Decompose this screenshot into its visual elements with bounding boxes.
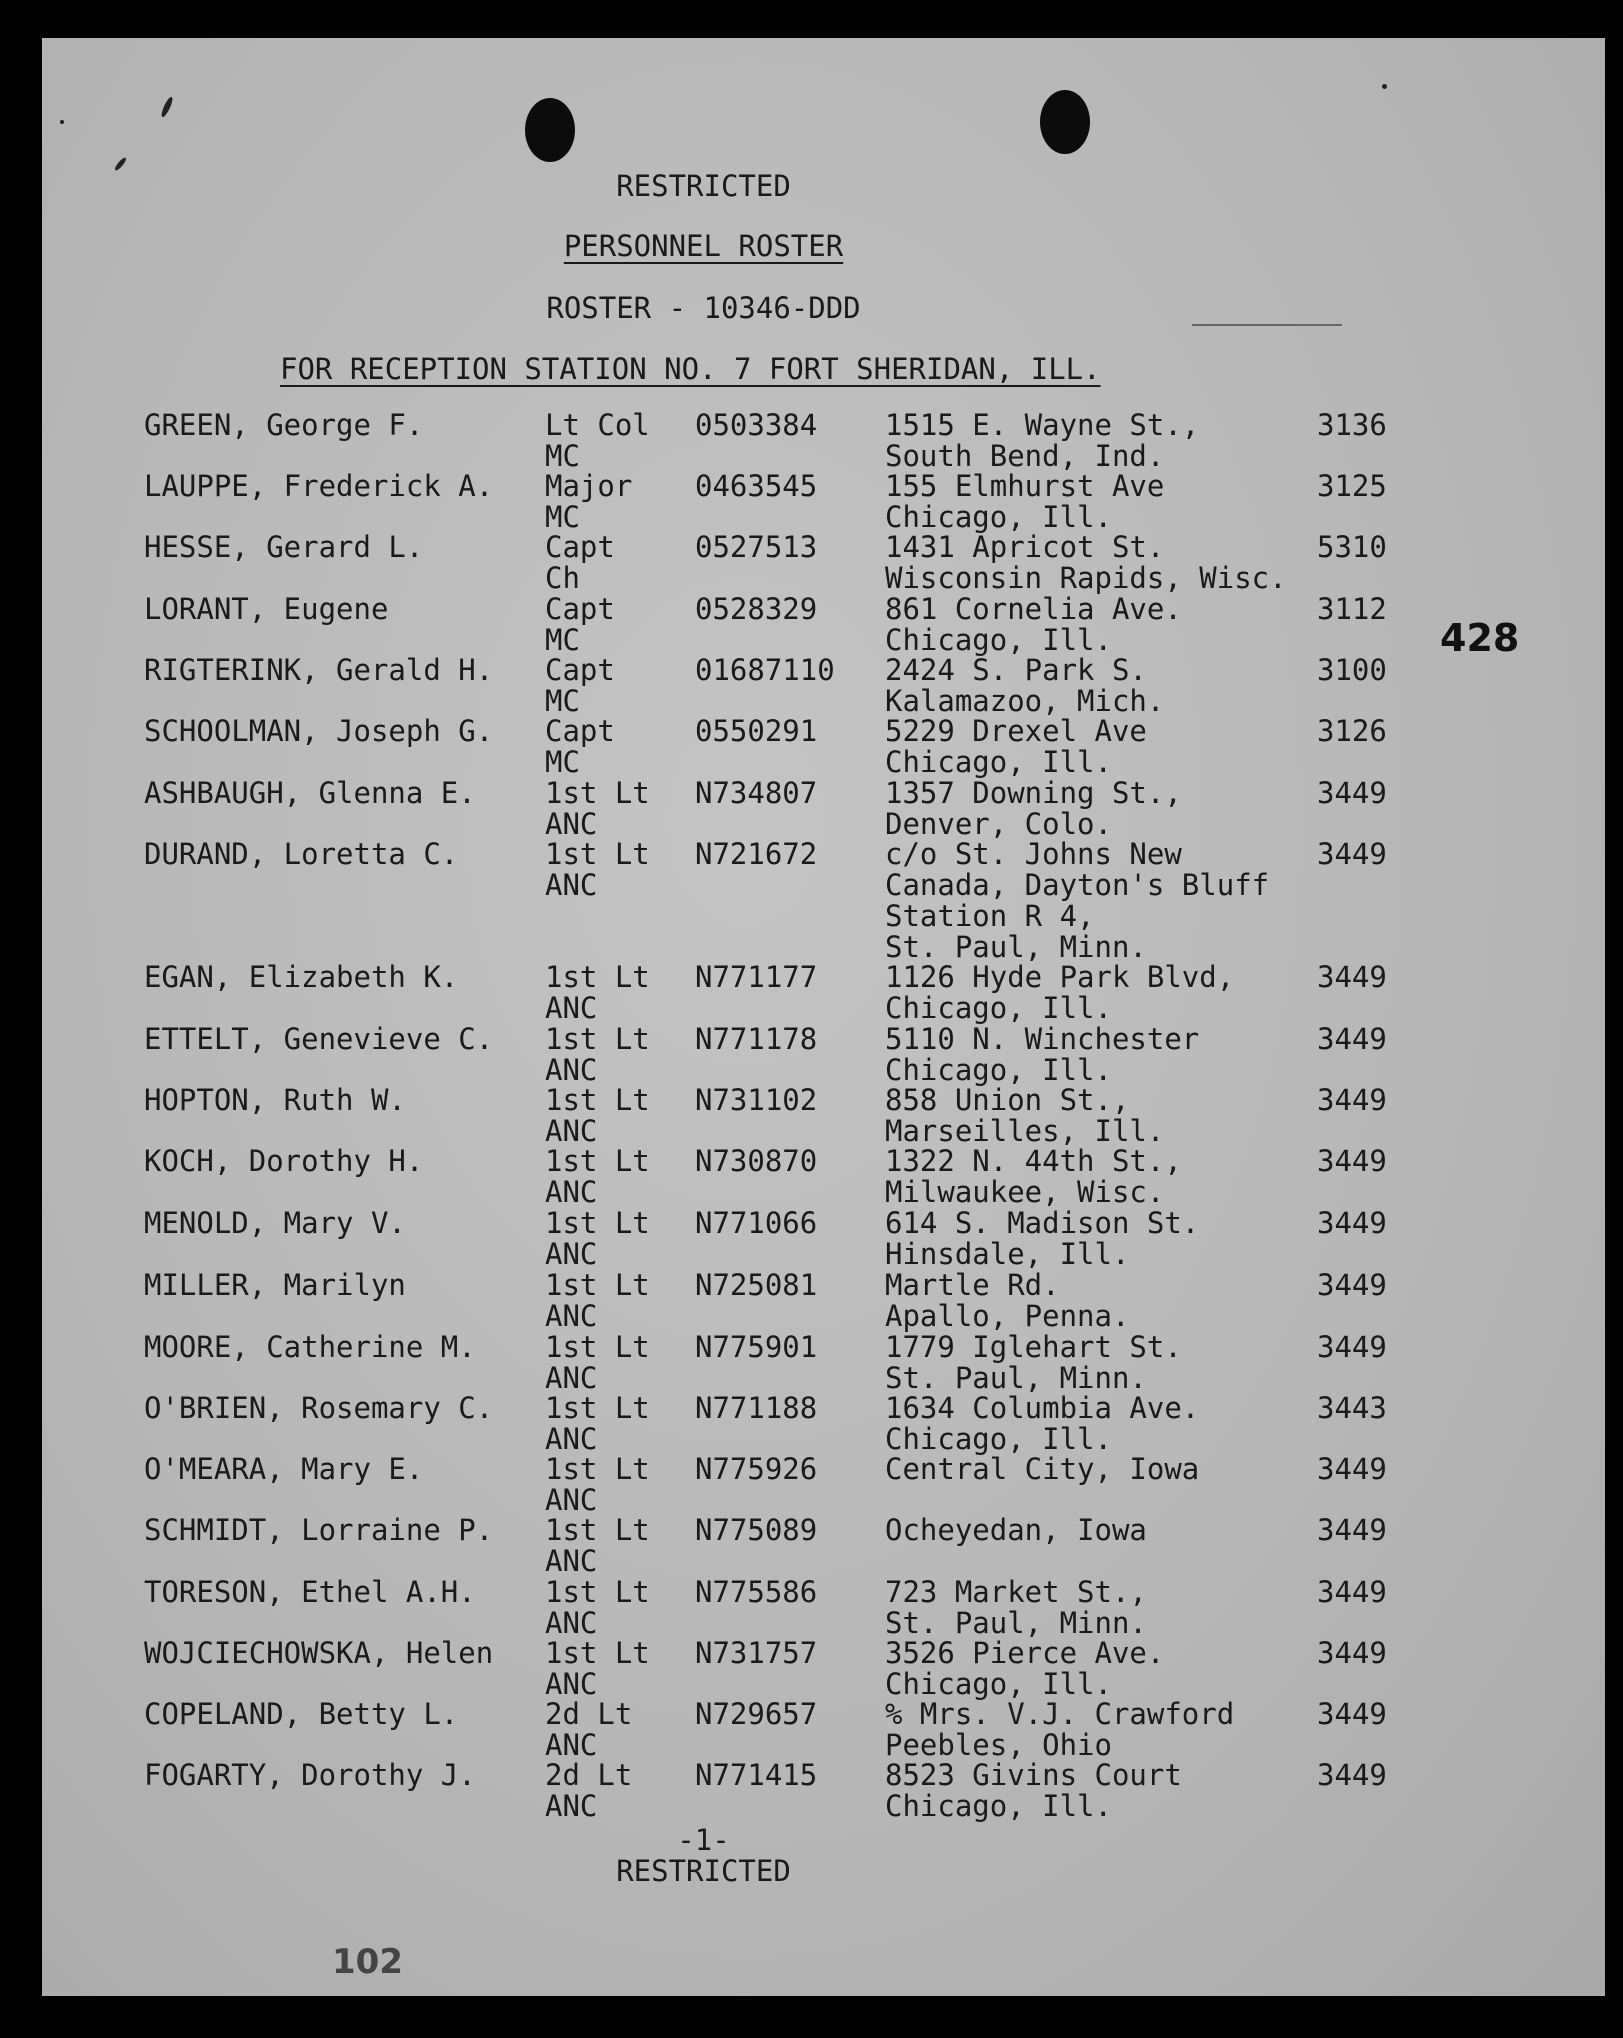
address: 1515 E. Wayne St., South Bend, Ind. bbox=[885, 408, 1200, 473]
serial-number: N729657 bbox=[695, 1697, 818, 1731]
serial-number: N731757 bbox=[695, 1636, 818, 1670]
address: 2424 S. Park S. Kalamazoo, Mich. bbox=[885, 653, 1165, 718]
address: 1126 Hyde Park Blvd, Chicago, Ill. bbox=[885, 960, 1235, 1025]
rank-branch: 1st Lt ANC bbox=[545, 837, 650, 902]
address: 1779 Iglehart St. St. Paul, Minn. bbox=[885, 1330, 1182, 1395]
specialty-code: 3449 bbox=[1317, 1022, 1387, 1056]
address: 723 Market St., St. Paul, Minn. bbox=[885, 1575, 1147, 1640]
address: 1322 N. 44th St., Milwaukee, Wisc. bbox=[885, 1144, 1182, 1209]
serial-number: N725081 bbox=[695, 1268, 818, 1302]
person-name: HESSE, Gerard L. bbox=[144, 530, 424, 564]
person-name: TORESON, Ethel A.H. bbox=[144, 1575, 476, 1609]
person-name: GREEN, George F. bbox=[144, 408, 424, 442]
specialty-code: 3449 bbox=[1317, 1636, 1387, 1670]
specialty-code: 3449 bbox=[1317, 1083, 1387, 1117]
serial-number: N730870 bbox=[695, 1144, 818, 1178]
address: 858 Union St., Marseilles, Ill. bbox=[885, 1083, 1165, 1148]
rank-branch: Capt Ch bbox=[545, 530, 615, 595]
specialty-code: 3449 bbox=[1317, 1206, 1387, 1240]
specialty-code: 3449 bbox=[1317, 1758, 1387, 1792]
serial-number: N771177 bbox=[695, 960, 818, 994]
rank-branch: 1st Lt ANC bbox=[545, 1452, 650, 1517]
rank-branch: 1st Lt ANC bbox=[545, 1206, 650, 1271]
rank-branch: 2d Lt ANC bbox=[545, 1758, 633, 1823]
person-name: MENOLD, Mary V. bbox=[144, 1206, 406, 1240]
address: Central City, Iowa bbox=[885, 1452, 1200, 1486]
specialty-code: 3449 bbox=[1317, 1575, 1387, 1609]
person-name: O'MEARA, Mary E. bbox=[144, 1452, 424, 1486]
address: 8523 Givins Court Chicago, Ill. bbox=[885, 1758, 1182, 1823]
roster-row bbox=[42, 1024, 1542, 1086]
serial-number: N731102 bbox=[695, 1083, 818, 1117]
person-name: LAUPPE, Frederick A. bbox=[144, 469, 494, 503]
person-name: RIGTERINK, Gerald H. bbox=[144, 653, 494, 687]
specialty-code: 3449 bbox=[1317, 1513, 1387, 1547]
rank-branch: 1st Lt ANC bbox=[545, 1513, 650, 1578]
serial-number: 0550291 bbox=[695, 714, 818, 748]
specialty-code: 3112 bbox=[1317, 592, 1387, 626]
specialty-code: 3449 bbox=[1317, 1452, 1387, 1486]
rank-branch: 1st Lt ANC bbox=[545, 1330, 650, 1395]
specialty-code: 3125 bbox=[1317, 469, 1387, 503]
address: 5229 Drexel Ave Chicago, Ill. bbox=[885, 714, 1147, 779]
serial-number: 0463545 bbox=[695, 469, 818, 503]
roster-row bbox=[42, 655, 1542, 717]
ink-speck bbox=[60, 120, 64, 124]
roster-row bbox=[42, 962, 1542, 1024]
rank-branch: Lt Col MC bbox=[545, 408, 650, 473]
roster-row bbox=[42, 1393, 1542, 1455]
person-name: MOORE, Catherine M. bbox=[144, 1330, 476, 1364]
roster-row bbox=[42, 1146, 1542, 1208]
serial-number: N775089 bbox=[695, 1513, 818, 1547]
roster-row bbox=[42, 1760, 1542, 1822]
classification-bottom: RESTRICTED bbox=[616, 1854, 791, 1888]
specialty-code: 3449 bbox=[1317, 837, 1387, 871]
specialty-code: 3443 bbox=[1317, 1391, 1387, 1425]
specialty-code: 3136 bbox=[1317, 408, 1387, 442]
serial-number: N771066 bbox=[695, 1206, 818, 1240]
ink-mark bbox=[113, 156, 127, 171]
serial-number: N775901 bbox=[695, 1330, 818, 1364]
address: c/o St. Johns New Canada, Dayton's Bluff Station R 4, St. Paul, Minn. bbox=[885, 837, 1270, 964]
ink-speck bbox=[1382, 84, 1387, 89]
roster-row bbox=[42, 837, 1542, 964]
serial-number: 01687110 bbox=[695, 653, 835, 687]
roster-row bbox=[42, 1515, 1542, 1577]
rank-branch: 1st Lt ANC bbox=[545, 1144, 650, 1209]
rank-branch: 2d Lt ANC bbox=[545, 1697, 633, 1762]
stamp-number: 102 bbox=[332, 1942, 403, 1982]
roster-row bbox=[42, 410, 1542, 472]
person-name: FOGARTY, Dorothy J. bbox=[144, 1758, 476, 1792]
person-name: DURAND, Loretta C. bbox=[144, 837, 459, 871]
rank-branch: Capt MC bbox=[545, 592, 615, 657]
person-name: SCHOOLMAN, Joseph G. bbox=[144, 714, 494, 748]
roster-row bbox=[42, 1332, 1542, 1394]
classification-top: RESTRICTED bbox=[616, 169, 791, 203]
address: 1431 Apricot St. Wisconsin Rapids, Wisc. bbox=[885, 530, 1287, 595]
rank-branch: 1st Lt ANC bbox=[545, 776, 650, 841]
punch-hole-left bbox=[525, 98, 575, 162]
person-name: WOJCIECHOWSKA, Helen bbox=[144, 1636, 494, 1670]
ink-mark bbox=[160, 96, 175, 118]
person-name: EGAN, Elizabeth K. bbox=[144, 960, 459, 994]
roster-row bbox=[42, 1638, 1542, 1700]
rank-branch: 1st Lt ANC bbox=[545, 1022, 650, 1087]
punch-hole-right bbox=[1040, 90, 1090, 154]
page-marker: -1- bbox=[677, 1823, 730, 1857]
rank-branch: 1st Lt ANC bbox=[545, 1083, 650, 1148]
rank-branch: Capt MC bbox=[545, 653, 615, 718]
person-name: MILLER, Marilyn bbox=[144, 1268, 406, 1302]
address: % Mrs. V.J. Crawford Peebles, Ohio bbox=[885, 1697, 1235, 1762]
serial-number: N771178 bbox=[695, 1022, 818, 1056]
specialty-code: 3100 bbox=[1317, 653, 1387, 687]
person-name: ASHBAUGH, Glenna E. bbox=[144, 776, 476, 810]
specialty-code: 3449 bbox=[1317, 1697, 1387, 1731]
person-name: SCHMIDT, Lorraine P. bbox=[144, 1513, 494, 1547]
person-name: KOCH, Dorothy H. bbox=[144, 1144, 424, 1178]
specialty-code: 3126 bbox=[1317, 714, 1387, 748]
document-sheet bbox=[42, 38, 1605, 1996]
specialty-code: 3449 bbox=[1317, 776, 1387, 810]
serial-number: N721672 bbox=[695, 837, 818, 871]
rank-branch: 1st Lt ANC bbox=[545, 1575, 650, 1640]
person-name: O'BRIEN, Rosemary C. bbox=[144, 1391, 494, 1425]
serial-number: 0527513 bbox=[695, 530, 818, 564]
roster-row bbox=[42, 1085, 1542, 1147]
person-name: HOPTON, Ruth W. bbox=[144, 1083, 406, 1117]
roster-row bbox=[42, 471, 1542, 533]
address: 861 Cornelia Ave. Chicago, Ill. bbox=[885, 592, 1182, 657]
serial-number: 0503384 bbox=[695, 408, 818, 442]
roster-row bbox=[42, 1699, 1542, 1761]
roster-row bbox=[42, 532, 1542, 594]
person-name: COPELAND, Betty L. bbox=[144, 1697, 459, 1731]
roster-row bbox=[42, 778, 1542, 840]
side-page-number: 428 bbox=[1440, 616, 1520, 660]
station-line: FOR RECEPTION STATION NO. 7 FORT SHERIDAN, ILL. bbox=[280, 352, 1101, 386]
address: Ocheyedan, Iowa bbox=[885, 1513, 1147, 1547]
address: Martle Rd. Apallo, Penna. bbox=[885, 1268, 1130, 1333]
specialty-code: 5310 bbox=[1317, 530, 1387, 564]
serial-number: 0528329 bbox=[695, 592, 818, 626]
serial-number: N775926 bbox=[695, 1452, 818, 1486]
roster-row bbox=[42, 716, 1542, 778]
roster-number: ROSTER - 10346-DDD bbox=[546, 291, 861, 325]
rank-branch: 1st Lt ANC bbox=[545, 1391, 650, 1456]
rank-branch: Major MC bbox=[545, 469, 633, 534]
address: 155 Elmhurst Ave Chicago, Ill. bbox=[885, 469, 1165, 534]
specialty-code: 3449 bbox=[1317, 1268, 1387, 1302]
address: 614 S. Madison St. Hinsdale, Ill. bbox=[885, 1206, 1200, 1271]
roster-row bbox=[42, 1454, 1542, 1516]
address: 3526 Pierce Ave. Chicago, Ill. bbox=[885, 1636, 1165, 1701]
specialty-code: 3449 bbox=[1317, 1330, 1387, 1364]
serial-number: N734807 bbox=[695, 776, 818, 810]
roster-row bbox=[42, 1577, 1542, 1639]
address: 1634 Columbia Ave. Chicago, Ill. bbox=[885, 1391, 1200, 1456]
faint-rule bbox=[1192, 324, 1342, 326]
roster-row bbox=[42, 1208, 1542, 1270]
roster-row bbox=[42, 1270, 1542, 1332]
rank-branch: 1st Lt ANC bbox=[545, 1636, 650, 1701]
serial-number: N775586 bbox=[695, 1575, 818, 1609]
roster-title: PERSONNEL ROSTER bbox=[563, 229, 844, 263]
person-name: LORANT, Eugene bbox=[144, 592, 389, 626]
specialty-code: 3449 bbox=[1317, 960, 1387, 994]
serial-number: N771188 bbox=[695, 1391, 818, 1425]
rank-branch: Capt MC bbox=[545, 714, 615, 779]
roster-row bbox=[42, 594, 1542, 656]
address: 5110 N. Winchester Chicago, Ill. bbox=[885, 1022, 1200, 1087]
rank-branch: 1st Lt ANC bbox=[545, 1268, 650, 1333]
serial-number: N771415 bbox=[695, 1758, 818, 1792]
specialty-code: 3449 bbox=[1317, 1144, 1387, 1178]
person-name: ETTELT, Genevieve C. bbox=[144, 1022, 494, 1056]
address: 1357 Downing St., Denver, Colo. bbox=[885, 776, 1182, 841]
rank-branch: 1st Lt ANC bbox=[545, 960, 650, 1025]
